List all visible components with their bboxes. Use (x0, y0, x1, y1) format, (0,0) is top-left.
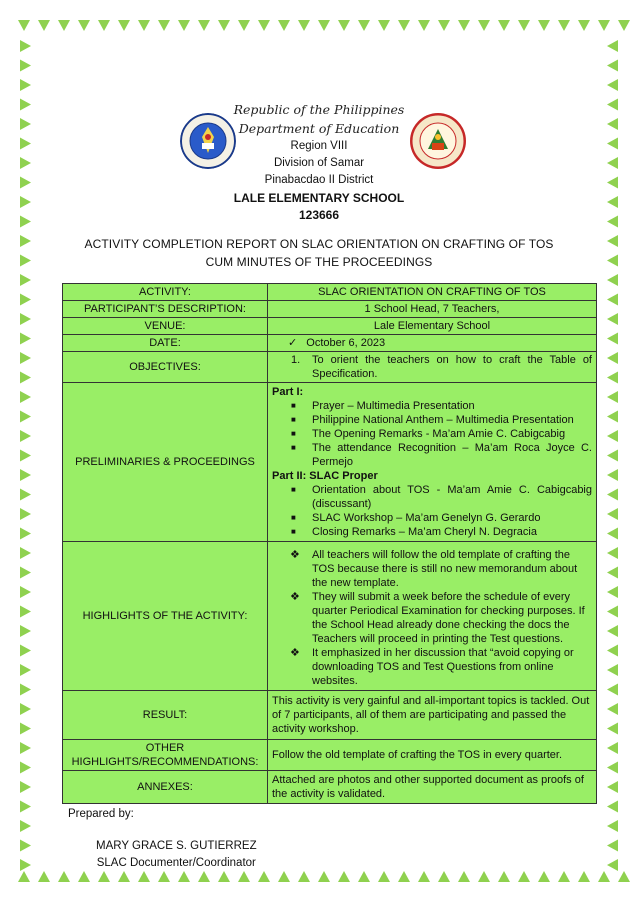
border-triangle (607, 430, 618, 442)
border-triangle (398, 871, 410, 882)
part1-item-text: Philippine National Anthem – Multimedia Presentation (312, 414, 574, 426)
proceedings-cell (268, 383, 597, 542)
border-triangle (138, 871, 150, 882)
border-triangle (607, 859, 618, 871)
other-label (63, 740, 268, 771)
diamond-bullet-icon: ❖ (290, 549, 300, 561)
border-triangle (458, 871, 470, 882)
part1-title: Part I: (272, 386, 304, 398)
signer-role: SLAC Documenter/Coordinator (96, 857, 256, 869)
border-triangle (218, 871, 230, 882)
venue-value: Lale Elementary School (268, 318, 597, 335)
border-triangle (20, 469, 31, 481)
division-line: Division of Samar (273, 157, 365, 169)
objectives-cell (268, 352, 597, 383)
border-triangle (20, 645, 31, 657)
part1-item (272, 427, 592, 441)
border-triangle (498, 871, 510, 882)
border-triangle (578, 20, 590, 31)
border-triangle (458, 20, 470, 31)
highlights-label: HIGHLIGHTS OF THE ACTIVITY: (63, 542, 268, 691)
border-triangle (558, 871, 570, 882)
border-triangle (298, 871, 310, 882)
border-triangle (158, 20, 170, 31)
highlight-item (272, 646, 592, 688)
participants-label: PARTICIPANT’S DESCRIPTION: (63, 301, 268, 318)
border-triangle (20, 723, 31, 735)
border-triangle (58, 20, 70, 31)
date-cell (268, 335, 597, 352)
border-triangle (607, 801, 618, 813)
border-triangle (607, 274, 618, 286)
border-triangle (278, 20, 290, 31)
border-triangle (607, 528, 618, 540)
highlight-text: They will submit a week before the schedule of every quarter Periodical Examination for checking purposes. If the School Head already done checking the docs the Teachers will proceed in printing the Test questions. (312, 591, 585, 645)
objective-text: To orient the teachers on how to craft the Table of Specification. (312, 354, 592, 380)
border-triangle (607, 586, 618, 598)
border-triangle (20, 606, 31, 618)
letterhead (0, 100, 638, 223)
border-triangle (607, 411, 618, 423)
school-name: LALE ELEMENTARY SCHOOL (233, 191, 405, 205)
border-triangle (538, 871, 550, 882)
border-triangle (607, 40, 618, 52)
border-triangle (607, 606, 618, 618)
part1-item-text: Prayer – Multimedia Presentation (312, 400, 475, 412)
border-triangle (78, 20, 90, 31)
border-triangle (20, 625, 31, 637)
border-triangle (607, 60, 618, 72)
prepared-by-label: Prepared by: (68, 808, 134, 820)
border-triangle (438, 20, 450, 31)
result-label: RESULT: (63, 691, 268, 740)
signer-name: MARY GRACE S. GUTIERREZ (96, 840, 257, 852)
border-triangle (178, 20, 190, 31)
department-line: Department of Education (238, 121, 400, 136)
border-triangle (418, 871, 430, 882)
border-triangle (418, 20, 430, 31)
part1-item-text: The Opening Remarks - Ma’am Amie C. Cabigcabig (312, 428, 566, 440)
border-triangle (20, 79, 31, 91)
highlight-text: All teachers will follow the old template of crafting the TOS because there is still no new memorandum about the new template. (312, 549, 578, 589)
border-triangle (20, 684, 31, 696)
border-triangle (20, 547, 31, 559)
row-proceedings (63, 383, 597, 542)
row-result (63, 691, 597, 740)
border-triangle (338, 20, 350, 31)
border-triangle (20, 859, 31, 871)
border-triangle (158, 871, 170, 882)
border-triangle (38, 20, 50, 31)
border-triangle (607, 645, 618, 657)
border-triangle (398, 20, 410, 31)
highlight-item (272, 590, 592, 646)
report-table (62, 283, 597, 804)
border-triangle (518, 871, 530, 882)
square-bullet-icon: ■ (291, 443, 296, 452)
border-triangle (258, 871, 270, 882)
district-line: Pinabacdao II District (264, 174, 374, 186)
border-triangle (607, 664, 618, 676)
school-id: 123666 (298, 208, 340, 222)
objective-item (272, 353, 592, 381)
border-triangle (607, 684, 618, 696)
border-triangle (20, 801, 31, 813)
border-triangle (607, 372, 618, 384)
border-triangle (607, 547, 618, 559)
border-triangle (607, 489, 618, 501)
border-triangle (78, 871, 90, 882)
other-label-line-1: OTHER (145, 742, 185, 754)
border-triangle (238, 20, 250, 31)
border-triangle (498, 20, 510, 31)
border-triangle (238, 871, 250, 882)
border-triangle (58, 871, 70, 882)
border-triangle (378, 871, 390, 882)
row-annexes (63, 771, 597, 804)
border-triangle (607, 840, 618, 852)
row-venue (63, 318, 597, 335)
border-triangle (607, 625, 618, 637)
border-triangle (607, 762, 618, 774)
activity-value: SLAC ORIENTATION ON CRAFTING OF TOS (268, 284, 597, 301)
border-triangle (607, 79, 618, 91)
venue-label: VENUE: (63, 318, 268, 335)
border-triangle (607, 508, 618, 520)
border-triangle (607, 567, 618, 579)
border-triangle (20, 60, 31, 72)
border-triangle (607, 820, 618, 832)
border-triangle (607, 723, 618, 735)
square-bullet-icon: ■ (291, 401, 296, 410)
annexes-value: Attached are photos and other supported document as proofs of the activity is validated. (268, 771, 597, 804)
highlight-text: It emphasized in her discussion that “avoid copying or downloading TOS and Test Questions from online websites. (312, 647, 574, 687)
border-triangle (607, 742, 618, 754)
border-triangle (518, 20, 530, 31)
part2-item (272, 483, 592, 511)
border-triangle (607, 469, 618, 481)
border-triangle (598, 20, 610, 31)
signature-block (96, 838, 257, 872)
border-triangle (438, 871, 450, 882)
border-triangle (98, 20, 110, 31)
border-triangle (607, 333, 618, 345)
part2-item-text: Orientation about TOS - Ma’am Amie C. Cabigcabig (discussant) (312, 484, 592, 510)
border-triangle (18, 871, 30, 882)
border-triangle (607, 294, 618, 306)
border-triangle (20, 508, 31, 520)
border-triangle (618, 871, 630, 882)
highlights-cell (268, 542, 597, 691)
border-triangle (18, 20, 30, 31)
part2-title: Part II: SLAC Proper (272, 470, 378, 482)
part1-item (272, 441, 592, 469)
part2-item-text: SLAC Workshop – Ma’am Genelyn G. Gerardo (312, 512, 541, 524)
border-triangle (478, 20, 490, 31)
border-triangle (20, 40, 31, 52)
border-triangle (118, 20, 130, 31)
border-triangle (318, 871, 330, 882)
border-triangle (578, 871, 590, 882)
border-triangle (20, 450, 31, 462)
border-triangle (20, 274, 31, 286)
border-triangle (598, 871, 610, 882)
border-triangle (20, 703, 31, 715)
part2-item (272, 511, 592, 525)
border-triangle (20, 820, 31, 832)
square-bullet-icon: ■ (291, 415, 296, 424)
highlight-item (272, 548, 592, 590)
border-triangle (20, 391, 31, 403)
border-triangle (20, 333, 31, 345)
square-bullet-icon: ■ (291, 485, 296, 494)
part2-item (272, 525, 592, 539)
border-triangle (20, 430, 31, 442)
border-triangle (20, 781, 31, 793)
border-triangle (338, 871, 350, 882)
border-triangle (20, 489, 31, 501)
square-bullet-icon: ■ (291, 513, 296, 522)
border-triangle (198, 871, 210, 882)
checkmark-icon: ✓ (288, 337, 298, 349)
border-triangle (358, 20, 370, 31)
border-triangle (318, 20, 330, 31)
border-triangle (20, 742, 31, 754)
border-triangle (20, 372, 31, 384)
border-triangle (20, 352, 31, 364)
title-line-1: ACTIVITY COMPLETION REPORT ON SLAC ORIENTATION ON CRAFTING OF TOS (84, 237, 554, 251)
border-triangle (178, 871, 190, 882)
border-triangle (20, 586, 31, 598)
other-value: Follow the old template of crafting the TOS in every quarter. (268, 740, 597, 771)
border-triangle (258, 20, 270, 31)
border-triangle (607, 450, 618, 462)
part1-item-text: The attendance Recognition – Ma’am Roca Joyce C. Permejo (312, 442, 592, 468)
part1-item (272, 413, 592, 427)
border-triangle (98, 871, 110, 882)
border-triangle (38, 871, 50, 882)
border-triangle (20, 762, 31, 774)
date-value: October 6, 2023 (306, 337, 386, 349)
border-triangle (218, 20, 230, 31)
report-title (0, 235, 638, 271)
row-objectives (63, 352, 597, 383)
border-triangle (478, 871, 490, 882)
border-triangle (607, 703, 618, 715)
border-triangle (558, 20, 570, 31)
border-triangle (607, 781, 618, 793)
square-bullet-icon: ■ (291, 429, 296, 438)
border-triangle (618, 20, 630, 31)
part2-item-text: Closing Remarks – Ma’am Cheryl N. Degracia (312, 526, 537, 538)
other-label-line-2: HIGHLIGHTS/RECOMMENDATIONS: (71, 756, 259, 768)
border-triangle (198, 20, 210, 31)
border-triangle (607, 313, 618, 325)
row-highlights (63, 542, 597, 691)
border-triangle (20, 528, 31, 540)
border-triangle (278, 871, 290, 882)
row-activity (63, 284, 597, 301)
activity-label: ACTIVITY: (63, 284, 268, 301)
border-triangle (118, 871, 130, 882)
border-triangle (378, 20, 390, 31)
border-triangle (20, 567, 31, 579)
region-line: Region VIII (290, 140, 348, 152)
diamond-bullet-icon: ❖ (290, 647, 300, 659)
diamond-bullet-icon: ❖ (290, 591, 300, 603)
part1-item (272, 399, 592, 413)
date-label: DATE: (63, 335, 268, 352)
border-triangle (20, 664, 31, 676)
proceedings-label: PRELIMINARIES & PROCEEDINGS (63, 383, 268, 542)
objectives-label: OBJECTIVES: (63, 352, 268, 383)
row-date (63, 335, 597, 352)
border-triangle (298, 20, 310, 31)
border-triangle (20, 411, 31, 423)
participants-value: 1 School Head, 7 Teachers, (268, 301, 597, 318)
result-value: This activity is very gainful and all-important topics is tackled. Out of 7 participants, all of them are participating and passed the activity workshop. (268, 691, 597, 740)
border-triangle (20, 294, 31, 306)
border-triangle (607, 391, 618, 403)
border-triangle (538, 20, 550, 31)
title-line-2: CUM MINUTES OF THE PROCEEDINGS (205, 255, 433, 269)
border-triangle (358, 871, 370, 882)
border-triangle (20, 313, 31, 325)
border-triangle (20, 840, 31, 852)
border-triangle (607, 352, 618, 364)
border-triangle (138, 20, 150, 31)
row-other (63, 740, 597, 771)
objective-number: 1. (291, 354, 301, 366)
row-participants (63, 301, 597, 318)
annexes-label: ANNEXES: (63, 771, 268, 804)
square-bullet-icon: ■ (291, 527, 296, 536)
republic-line: Republic of the Philippines (233, 102, 405, 117)
